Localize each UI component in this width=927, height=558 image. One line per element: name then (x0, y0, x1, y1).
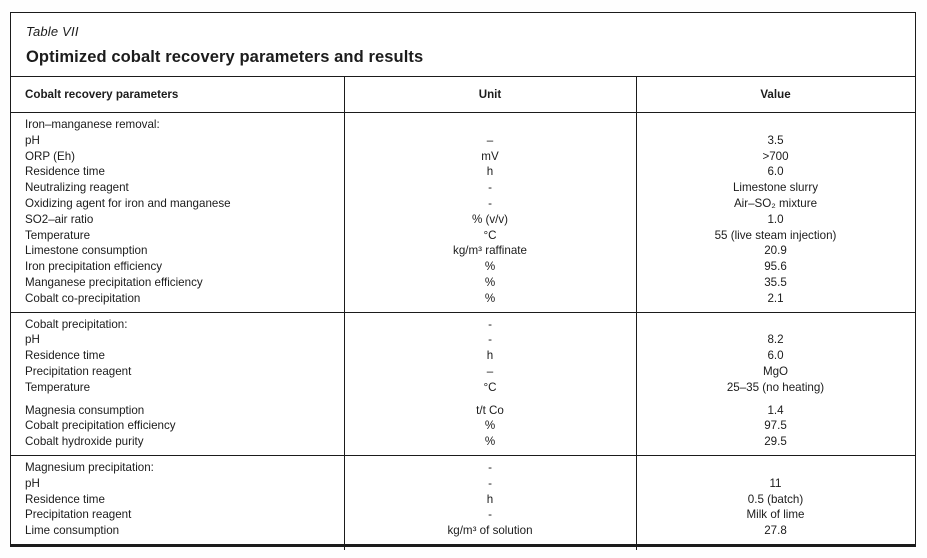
table-row (11, 180, 915, 196)
cell-value: >700 (762, 149, 789, 163)
cell-parameter: Iron–manganese removal: (25, 118, 160, 131)
table-row (11, 460, 915, 476)
column-divider-2 (636, 77, 637, 550)
cell-value: 1.4 (767, 403, 784, 417)
cell-unit: % (484, 275, 496, 289)
cell-unit: % (484, 435, 496, 449)
cell-parameter: Cobalt hydroxide purity (25, 435, 144, 449)
cell-value: Milk of lime (746, 508, 805, 522)
cell-unit: % (484, 291, 496, 305)
table-row (11, 317, 915, 333)
cell-unit: - (488, 181, 492, 195)
cell-value: 55 (live steam injection) (714, 228, 837, 242)
table-row (11, 117, 915, 133)
cell-value: 11 (769, 476, 782, 490)
cell-value: 25–35 (no heating) (726, 380, 825, 394)
cell-unit: - (488, 196, 492, 210)
cell-parameter: Cobalt co-precipitation (25, 291, 141, 305)
table-row (11, 348, 915, 364)
cell-unit (344, 117, 636, 133)
table-row (11, 492, 915, 508)
cell-unit: – (486, 133, 494, 147)
cell-unit: - (488, 476, 492, 490)
cell-value (636, 460, 915, 476)
cell-unit: °C (483, 228, 497, 242)
cell-parameter: Temperature (25, 228, 91, 242)
cell-unit: % (484, 260, 496, 274)
table-section-cobalt-precipitation (11, 313, 915, 456)
cell-parameter: Magnesia consumption (25, 403, 145, 417)
table-row (11, 133, 915, 149)
cell-parameter: Residence time (25, 165, 105, 179)
cell-parameter: Residence time (25, 492, 105, 506)
cell-value: 20.9 (764, 244, 787, 258)
cell-unit: h (486, 492, 494, 506)
cell-value: 3.5 (767, 133, 784, 147)
cell-parameter: Oxidizing agent for iron and manganese (25, 196, 231, 210)
cell-parameter: Precipitation reagent (25, 508, 132, 522)
table-row (11, 403, 915, 419)
cell-parameter: Manganese precipitation efficiency (25, 275, 203, 289)
table-row (11, 228, 915, 244)
cell-value: 8.2 (767, 333, 784, 347)
table-frame (10, 12, 916, 547)
table-title: Optimized cobalt recovery parameters and results (26, 48, 424, 66)
table-body (11, 113, 915, 544)
cell-parameter: Temperature (25, 380, 91, 394)
cell-unit: kg/m³ of solution (447, 524, 533, 538)
cell-parameter: Lime consumption (25, 524, 120, 538)
cell-value: 95.6 (764, 260, 787, 274)
cell-value: 29.5 (764, 435, 787, 449)
cell-value: MgO (762, 364, 789, 378)
cell-value: 97.5 (764, 419, 787, 433)
cell-parameter: Iron precipitation efficiency (25, 260, 163, 274)
cell-unit: – (486, 364, 494, 378)
cell-unit: °C (483, 380, 497, 394)
cell-parameter: Residence time (25, 349, 105, 363)
cell-unit: % (484, 419, 496, 433)
cell-parameter: Precipitation reagent (25, 364, 132, 378)
cell-parameter: Cobalt precipitation: (25, 317, 128, 331)
cell-value: Limestone slurry (732, 181, 819, 195)
cell-unit: - (488, 460, 492, 474)
cell-unit: - (488, 508, 492, 522)
table-row (11, 275, 915, 291)
cell-parameter: pH (25, 133, 40, 147)
cell-parameter: pH (25, 476, 40, 490)
column-divider-1 (344, 77, 345, 550)
cell-value: 1.0 (767, 212, 784, 226)
table-caption: Table VII (26, 24, 79, 39)
cell-value: 27.8 (764, 524, 787, 538)
cell-parameter: Magnesium precipitation: (25, 460, 154, 474)
cell-value: 0.5 (batch) (747, 492, 804, 506)
column-header-unit: Unit (478, 88, 502, 101)
cell-value: 35.5 (764, 275, 787, 289)
table-row (11, 418, 915, 434)
cell-unit: kg/m³ raffinate (453, 244, 527, 258)
cell-value (636, 317, 915, 333)
cell-unit: h (486, 349, 494, 363)
table-row (11, 196, 915, 212)
cell-parameter: SO2–air ratio (25, 212, 94, 226)
table-section-magnesium-precipitation (11, 456, 915, 544)
column-header-value: Value (760, 88, 791, 101)
table-row (11, 380, 915, 396)
cell-parameter: ORP (Eh) (25, 149, 76, 163)
cell-unit: - (488, 333, 492, 347)
table-row (11, 259, 915, 275)
table-row (11, 434, 915, 450)
cell-parameter: pH (25, 333, 40, 347)
cell-parameter: Limestone consumption (25, 244, 148, 258)
table-row (11, 149, 915, 165)
cell-parameter: Neutralizing reagent (25, 181, 129, 195)
table-grid (11, 77, 915, 544)
table-row (11, 212, 915, 228)
table-row (11, 507, 915, 523)
cell-unit: t/t Co (476, 403, 504, 417)
column-header-parameters: Cobalt recovery parameters (25, 88, 179, 101)
table-row (11, 523, 915, 539)
cell-value: 2.1 (767, 291, 784, 305)
cell-unit: - (488, 317, 492, 331)
cell-unit: mV (481, 149, 499, 163)
cell-value (636, 117, 915, 133)
table-row (11, 164, 915, 180)
cell-value: 6.0 (767, 349, 784, 363)
cell-parameter: Cobalt precipitation efficiency (25, 419, 176, 433)
table-row (11, 243, 915, 259)
table-row (11, 291, 915, 307)
cell-value: 6.0 (767, 165, 784, 179)
cell-unit: % (v/v) (471, 212, 509, 226)
cell-unit: h (486, 165, 494, 179)
table-row (11, 364, 915, 380)
cell-value: Air–SO₂ mixture (733, 196, 818, 210)
table-header-row (11, 77, 915, 113)
table-row (11, 476, 915, 492)
table-row (11, 332, 915, 348)
table-section-iron-manganese-removal (11, 113, 915, 313)
table-caption-block (11, 13, 915, 77)
